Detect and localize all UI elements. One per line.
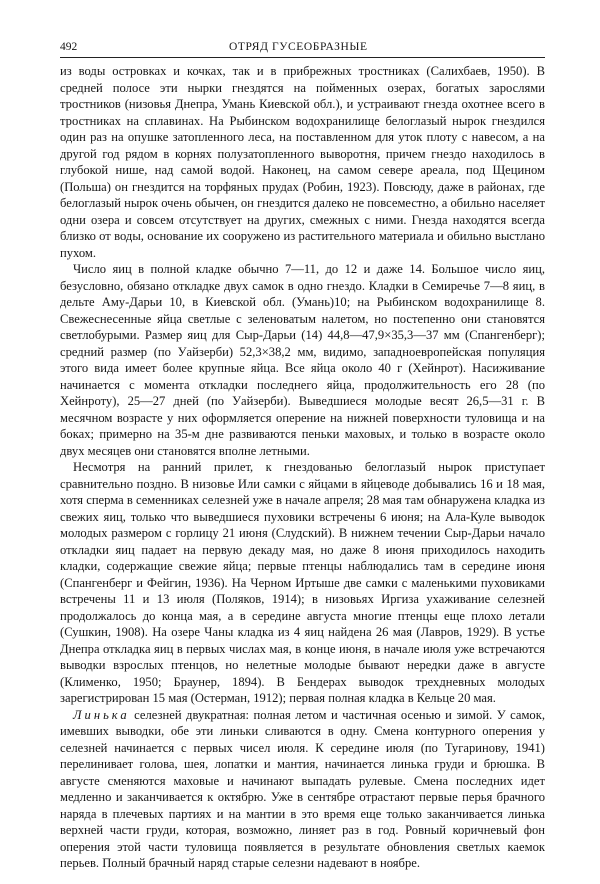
paragraph-molt [60, 707, 545, 872]
paragraph-nesting-sites [60, 63, 545, 261]
paragraph-text: Число яиц в полной кладке обычно 7—11, до 12 и даже 14. Большое число яиц, безусловно, обязано откладке двух самок в одно гнездо. Кладки в Семиречье 7—8 яиц, в дельте Аму-Дарьи 10, в Киевской обл. (Умань)10; на Рыбинском водохранилище 8. Свежеснесенные яйца светлые с зеленоватым налетом, но постепенно они становятся светлобурыми. Размер яиц для Сыр-Дарьи (14) 44,8—47,9×35,3—37 мм (Спангенберг); средний размер (по Уайзерби) 52,3×38,2 мм, видимо, западноевропейская популяция этого вида имеет более крупные яйца. Все яйца около 40 г (Хейнрот). Насиживание начинается с момента откладки последнего яйца, продолжительность его 28 (по Хейнроту), 25—27 дней (по Уайзерби). Выведшиеся молодые весят 26,5—31 г. В месячном возрасте у них оформляется оперение на нижней поверхности туловища и на боках; примерно на 35-м дне развиваются пеньки маховых, и только в возрасте около двух месяцев они становятся вполне летными. [60, 262, 545, 458]
paragraph-text: селезней двукратная: полная летом и частичная осенью и зимой. У самок, имевших выводки, обе эти линьки сливаются в одну. Смена контурного оперения у селезней начинается с первых чисел июля. К середине июля (по Тугаринову, 1941) перелинивает голова, шея, лопатки и мантия, начинается линька груди и брюшка. В августе сменяются маховые и начинают выпадать рулевые. Смена последних идет медленно и заканчивается к октябрю. Уже в сентябре отрастают первые перья брачного наряда в плечевых партиях и на мантии в это время еще только заканчивается линька верхней части груди, которая, возможно, линяет раз в год. Ровный коричневый фон оперения этой части туловища появляется в результате обновления светлых каемок перьев. Полный брачный наряд старые селезни надевают в ноябре. [60, 707, 545, 870]
paragraph-breeding-dates [60, 459, 545, 707]
paragraph-clutch-size [60, 261, 545, 459]
page-body [60, 63, 545, 872]
section-lead-word: Линька [73, 707, 130, 722]
running-title: ОТРЯД ГУСЕОБРАЗНЫЕ [229, 41, 368, 53]
paragraph-text: из воды островках и кочках, так и в прибрежных тростниках (Салихбаев, 1950). В средней полосе эти нырки гнездятся на пойменных озерах, богатых зарослями тростников (низовья Днепра, Умань Киевской обл.), и устраивают гнезда охотнее всего в тростниках на сплавинах. На Рыбинском водохранилище белоглазый нырок гнездился один раз на опушке затопленного леса, на поставленном для уток плоту с навесом, а на другой год рядом в корнях полузатопленного выворотня, причем гнездо находилось в глубокой нише, над самой водой. Наконец, на самом севере ареала, под Щецином (Польша) он гнездится на торфяных прудах (Робин, 1923). Повсюду, даже в районах, где белоглазый нырок очень обычен, он гнездится далеко не повсеместно, а обильно населяет одни озера и совсем отсутствует на других, смежных с ними. Гнезда находятся всегда близко от воды, основание их сооружено из растительного материала и обильно выстлано пухом. [60, 64, 545, 260]
page-number: 492 [60, 41, 78, 53]
header-rule [60, 57, 545, 58]
paragraph-text: Несмотря на ранний прилет, к гнездованью белоглазый нырок приступает сравнительно поздно. В низовье Или самки с яйцами в яйцеводе добывались 16 и 18 мая, хотя сперма в семенниках селезней уже в начале апреля; 28 мая там обнаружена кладка из свежих яиц, только что выведшиеся пуховики встречены 6 июня; на Ала-Куле выводок молодых размером с горлицу 21 июня (Слудский). В нижнем течении Сыр-Дарьи начало откладки яиц падает на первую декаду мая, но даже 8 июня приходилось находить кладки, содержащие свежие яйца; первые птенцы наблюдались там в середине июня (Спангенберг и Фейгин, 1936). На Черном Иртыше две самки с маленькими пуховиками встречены 11 и 13 июля (Поляков, 1914); в низовьях Иргиза ухаживание селезней продолжалось до конца мая, а в середине августа многие птенцы еще плохо летали (Сушкин, 1908). На озере Чаны кладка из 4 яиц найдена 26 мая (Лавров, 1929). В устье Днепра откладка яиц в первых числах мая, в конце июня, в начале июля уже встречаются выводки взрослых птенцов, но нелетные молодые бывают нередки даже в августе (Клименко, 1950; Браунер, 1894). В Бендерах выводок трехдневных молодых зарегистрирован 15 мая (Остерман, 1912); первая полная кладка в Кельце 20 мая. [60, 460, 545, 705]
